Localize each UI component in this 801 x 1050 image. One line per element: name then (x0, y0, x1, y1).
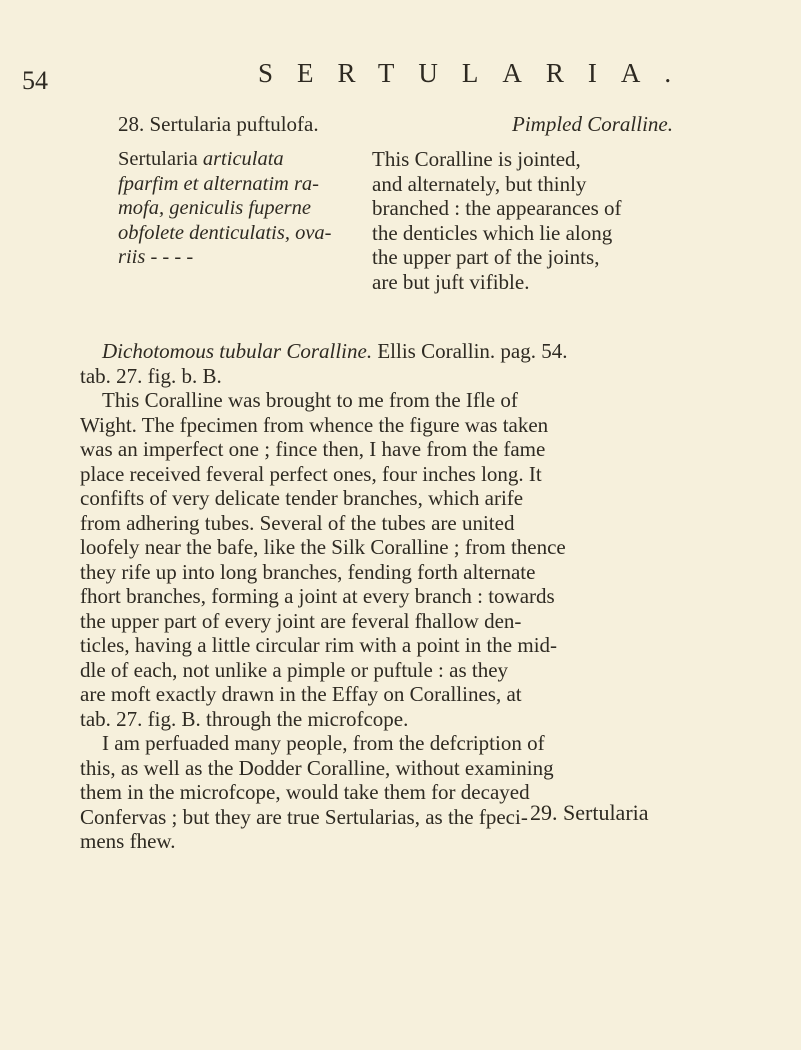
latin-line: mofa, geniculis fuperne (118, 197, 312, 219)
paragraph-line: are moft exactly drawn in the Effay on Corallines, at (80, 682, 522, 706)
catchword: 29. Sertularia (530, 800, 649, 825)
english-description (372, 147, 692, 294)
synonym-line: tab. 27. fig. b. B. (80, 363, 222, 388)
body-text (80, 339, 693, 854)
paragraph-line: from adhering tubes. Several of the tubes are united (80, 510, 515, 535)
entry-english-name: Pimpled Coralline. (512, 112, 673, 136)
paragraph-1 (80, 388, 693, 731)
paragraph-2 (80, 731, 693, 854)
paragraph-line: them in the microfcope, would take them for decayed (80, 780, 530, 804)
paragraph-line: This Coralline was brought to me from the Ifle of (102, 388, 518, 412)
paragraph-line: this, as well as the Dodder Coralline, without examining (80, 755, 554, 780)
english-line: the upper part of the joints, (372, 245, 600, 269)
paragraph-line: they rife up into long branches, fending forth alternate (80, 559, 536, 584)
english-line: This Coralline is jointed, (372, 147, 581, 171)
english-line: are but juft vifible. (372, 269, 530, 294)
latin-text: Sertularia (118, 148, 203, 170)
paragraph-line: was an imperfect one ; fince then, I have from the fame (80, 437, 546, 461)
english-line: branched : the appearances of (372, 196, 622, 220)
synonym-line (80, 339, 693, 364)
latin-line (118, 147, 358, 172)
english-line: and alternately, but thinly (372, 171, 587, 196)
paragraph-line: dle of each, not unlike a pimple or puftule : as they (80, 657, 509, 682)
synonym-reference: Ellis Corallin. pag. 54. (372, 339, 568, 363)
running-title: SERTULARIA. (258, 58, 696, 88)
paragraph-line: ticles, having a little circular rim with a point in the mid- (80, 633, 558, 657)
paragraph-line: tab. 27. fig. B. through the microfcope. (80, 706, 409, 731)
english-line: the denticles which lie along (372, 220, 613, 245)
paragraph-line: Wight. The fpecimen from whence the figure was taken (80, 412, 549, 437)
paragraph-line: place received feveral perfect ones, four inches long. It (80, 461, 542, 486)
entry-title: 28. Sertularia puftulofa. (118, 112, 319, 136)
paragraph-line: I am perfuaded many people, from the defcription of (102, 731, 545, 755)
latin-description (118, 147, 358, 270)
paragraph-line: Confervas ; but they are true Sertularias, as the fpeci- (80, 804, 528, 829)
latin-line: fparfim et alternatim ra- (118, 172, 320, 195)
paragraph-line: confifts of very delicate tender branches, which arife (80, 486, 524, 510)
page-number: 54 (22, 66, 48, 95)
latin-text-italic: articulata (202, 148, 284, 170)
latin-line: obfolete denticulatis, ova- (118, 221, 332, 244)
latin-line: riis - - - - (118, 246, 194, 268)
paragraph-line: loofely near the bafe, like the Silk Coralline ; from thence (80, 535, 566, 559)
paragraph-line: fhort branches, forming a joint at every branch : towards (80, 584, 555, 608)
synonym-italic: Dichotomous tubular Coralline. (102, 339, 373, 363)
paragraph-line: the upper part of every joint are feveral fhallow den- (80, 608, 522, 633)
paragraph-line: mens fhew. (80, 829, 176, 853)
